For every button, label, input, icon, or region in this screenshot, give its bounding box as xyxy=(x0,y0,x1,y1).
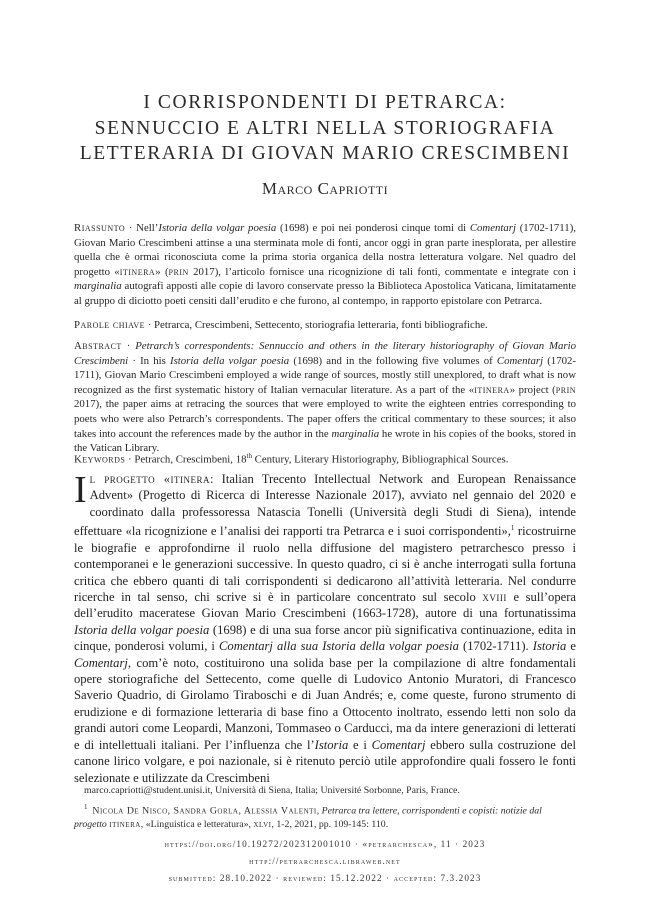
author-name: Marco Capriotti xyxy=(261,179,389,198)
abstract-paragraph: Abstract · Petrarch’s correspondents: Sennuccio and others in the literary historiography of Giovan Mario Crescimbeni · In his Istoria della volgar poesia (1698) and in the following five volumes of Comentarj (1702-1711), Giovan Mario Crescimbeni employed a wide range of sources, mostly still unexplored, to draft what is now recognized as the first systematic history of Italian vernacular literature. As a part of the «itinera» project (prin 2017), the paper aims at retracing the sources that were employed to write the eighteen entries corresponding to poets who were also Petrarch’s correspondents. The paper offers the critical commentary to these sources; it also takes into account the references made by the author in the marginalia he wrote in his copies of the books, stored in the Vatican Library. xyxy=(74,340,577,455)
title-line: LETTERARIA DI GIOVAN MARIO CRESCIMBENI xyxy=(79,143,571,164)
riassunto-label: Riassunto xyxy=(74,222,126,234)
footnote-ref[interactable]: 1 xyxy=(510,524,515,533)
keywords-paragraph: Keywords · Petrarch, Crescimbeni, 18th Century, Literary Historiography, Bibliographical Sources. xyxy=(74,452,509,466)
title-line: SENNUCCIO E ALTRI NELLA STORIOGRAFIA xyxy=(94,117,556,139)
parole-chiave-paragraph: Parole chiave · Petrarca, Crescimbeni, Settecento, storiografia letteraria, fonti bibliografiche. xyxy=(74,319,488,331)
drop-cap: I xyxy=(74,469,87,511)
author-affiliation-note: marco.capriotti@student.unisi.it, Università di Siena, Italia; Université Sorbonne, Paris, France. xyxy=(84,785,460,796)
doi-line[interactable]: https://doi.org/10.19272/202312001010 · «petrarchesca», 11 · 2023 xyxy=(164,839,486,849)
article-title xyxy=(40,90,610,167)
body-paragraph: Il progetto «itinera: Italian Trecento Intellectual Network and European Renaissance Advent» (Progetto di Ricerca di Interesse Nazionale 2017), avviato nel gennaio del 2020 e coordinato dalla professoressa Natascia Tonelli (Università degli Studi di Siena), intende effettuare «la ricognizione e l’analisi dei rapporti tra Petrarca e i suoi corrispondenti»,$^1$ ricostruirne le biografie e approfondirne il ruolo nella diffusione del magistero petrarchesco presso i contemporanei e le generazioni successive. In questo quadro, ci si è anche interrogati sulla fortuna critica che ebbero quanti di tali corrispondenti si dedicarono all’attività letteraria. Nel condurre ricerche in tal senso, chi scrive si è in particolare concentrato sul secolo xviii e sull’opera dell’erudito maceratese Giovan Mario Crescimbeni (1663-1728), autore di una fortunatissima Istoria della volgar poesia (1698) e di una sua forse ancor più significativa continuazione, edita in cinque, ponderosi volumi, i Comentarj alla sua Istoria della volgar poesia (1702-1711). Istoria e Comentarj, com’è noto, costituirono una solida base per la compilazione di altre fondamentali opere storiografiche del Settecento, come quelle di Ludovico Antonio Muratori, di Francesco Saverio Quadrio, di Girolamo Tiraboschi e di Juan Andrés; e, come queste, furono strumento di erudizione e di formazione letteraria di base fino a Ottocento inoltrato, essendo letti non solo da grandi autori come Leopardi, Manzoni, Tommaseo o Carducci, ma da intere generazioni di letterati e di intellettuali italiani. Per l’influenza che l’Istoria e i Comentarj ebbero sulla costruzione del canone lirico volgare, e poi nazionale, si è ritenuto perciò utile approfondire quali fossero le fonti selezionate e utilizzate da Crescimbeni xyxy=(74,469,577,785)
title-line: I CORRISPONDENTI DI PETRARCA: xyxy=(143,92,507,113)
journal-site-link[interactable]: http://petrarchesca.libraweb.net xyxy=(249,856,401,866)
abstract-label: Abstract xyxy=(74,340,122,352)
footnote-number: 1 xyxy=(84,803,88,811)
riassunto-paragraph: Riassunto · Nell’Istoria della volgar poesia (1698) e poi nei ponderosi cinque tomi di Comentarj (1702-1711), Giovan Mario Crescimbeni attinse a una sterminata mole di fonti, ancor oggi in gran parte inesplorata, per allestire quella che è ormai riconosciuta come la prima storia organica della nostra letteratura volgare. Nel quadro del progetto «itinera» (prin 2017), l’articolo fornisce una ricognizione di tali fonti, commentate e integrate con i marginalia autografi apposti alle copie di lavoro conservate presso la Biblioteca Apostolica Vaticana, limitatamente al gruppo di diciotto poeti censiti dall’erudito e che furono, al contempo, in rapporto epistolare con Petrarca. xyxy=(74,222,576,307)
keywords-label: Keywords xyxy=(74,453,126,466)
footnote-1: $^1$ Nicola De Nisco, Sandra Gorla, Alessia Valenti, Petrarca tra lettere, corrispondenti e copisti: notizie dal progetto itinera, «Linguistica e letteratura», xlvi, 1-2, 2021, pp. 109-145: 110. xyxy=(74,803,542,830)
parole-chiave-label: Parole chiave xyxy=(74,319,146,331)
submission-dates: submitted: 28.10.2022 · reviewed: 15.12.2022 · accepted: 7.3.2023 xyxy=(168,873,482,883)
